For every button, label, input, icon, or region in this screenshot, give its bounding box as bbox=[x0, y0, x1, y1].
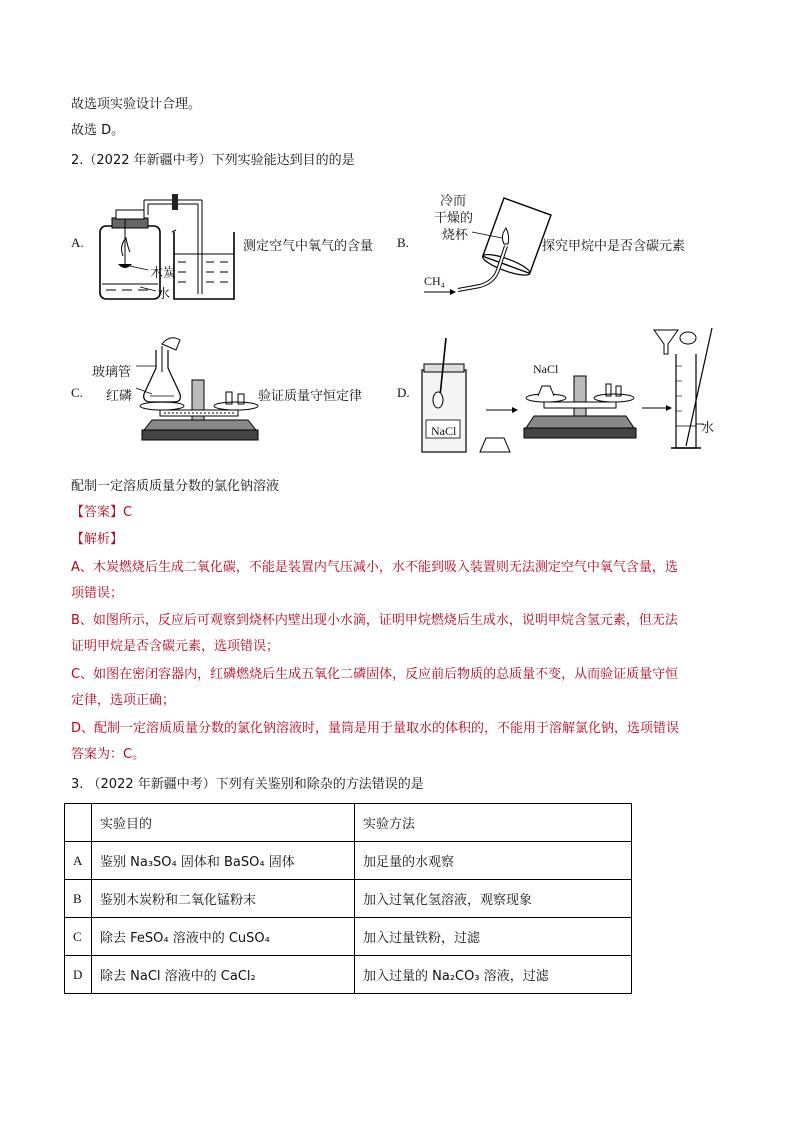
table-row bbox=[65, 880, 632, 918]
option-goal: 鉴别木炭粉和二氧化锰粉末 bbox=[92, 880, 355, 918]
table-header-row bbox=[65, 804, 632, 842]
table-row bbox=[65, 842, 632, 880]
option-c-letter: C. bbox=[71, 385, 83, 400]
label-red-phosphorus: 红磷 bbox=[106, 389, 133, 404]
label-charcoal: 木炭 bbox=[150, 266, 177, 281]
option-letter: B bbox=[65, 880, 92, 918]
option-letter: A bbox=[65, 842, 92, 880]
label-cold-dry-3: 烧杯 bbox=[442, 228, 469, 243]
table-header-cell bbox=[65, 804, 92, 842]
analysis-line: A、木炭燃烧后生成二氧化碳，不能是装置内气压减小，水不能到吸入装置则无法测定空气中氧气含量，选 bbox=[71, 560, 678, 575]
label-methane: CH₄ bbox=[424, 274, 445, 288]
apparatus-d-figure bbox=[416, 336, 716, 458]
analysis-line: 项错误； bbox=[71, 586, 124, 601]
option-method: 加入过氧化氢溶液，观察现象 bbox=[355, 880, 632, 918]
option-method: 加足量的水观察 bbox=[355, 842, 632, 880]
prev-answer: 故选 D。 bbox=[71, 123, 125, 138]
table-header-cell: 实验方法 bbox=[355, 804, 632, 842]
label-water-d: 水 bbox=[701, 421, 715, 436]
analysis-line: D、配制一定溶质质量分数的氯化钠溶液时，量筒是用于量取水的体积的，不能用于溶解氯化钠，选项错误 bbox=[71, 721, 680, 736]
option-method: 加入过量的 Na₂CO₃ 溶液，过滤 bbox=[355, 956, 632, 994]
label-glass-tube: 玻璃管 bbox=[92, 365, 132, 380]
analysis-title: 【解析】 bbox=[71, 532, 124, 547]
option-d-letter: D. bbox=[397, 385, 410, 400]
option-goal: 鉴别 Na₃SO₄ 固体和 BaSO₄ 固体 bbox=[92, 842, 355, 880]
option-letter: D bbox=[65, 956, 92, 994]
label-water-a: 水 bbox=[157, 287, 171, 302]
table-row bbox=[65, 956, 632, 994]
label-cold-dry-1: 冷而 bbox=[440, 194, 467, 209]
analysis-line: B、如图所示，反应后可观察到烧杯内壁出现小水滴，证明甲烷燃烧后生成水，说明甲烷含氢元素，但无法 bbox=[71, 613, 678, 628]
option-b-description: 探究甲烷中是否含碳元素 bbox=[542, 239, 686, 254]
option-c-description: 验证质量守恒定律 bbox=[258, 389, 363, 404]
q3-stem: 3. （2022 年新疆中考）下列有关鉴别和除杂的方法错误的是 bbox=[71, 777, 424, 792]
analysis-line: 证明甲烷是否含碳元素，选项错误； bbox=[71, 639, 280, 654]
label-nacl-jar: NaCl bbox=[431, 424, 457, 438]
label-cold-dry-2: 干燥的 bbox=[434, 211, 474, 226]
option-d-description: 配制一定溶质质量分数的氯化钠溶液 bbox=[71, 479, 280, 494]
option-goal: 除去 FeSO₄ 溶液中的 CuSO₄ bbox=[92, 918, 355, 956]
analysis-line: 答案为：C。 bbox=[71, 747, 146, 762]
analysis-line: 定律，选项正确； bbox=[71, 693, 176, 708]
prev-conclusion: 故选项实验设计合理。 bbox=[71, 97, 202, 112]
option-a-description: 测定空气中氧气的含量 bbox=[243, 239, 374, 254]
q3-options-table bbox=[64, 803, 632, 994]
option-letter: C bbox=[65, 918, 92, 956]
analysis-line: C、如图在密闭容器内，红磷燃烧后生成五氧化二磷固体，反应前后物质的总质量不变，从而验证质量守恒 bbox=[71, 667, 679, 682]
answer-line: 【答案】C bbox=[71, 505, 133, 520]
option-a-letter: A. bbox=[71, 235, 84, 250]
option-b-letter: B. bbox=[397, 235, 409, 250]
apparatus-c-figure bbox=[140, 332, 260, 452]
table-row bbox=[65, 918, 632, 956]
option-goal: 除去 NaCl 溶液中的 CaCl₂ bbox=[92, 956, 355, 994]
q2-stem: 2.（2022 年新疆中考）下列实验能达到目的的是 bbox=[71, 153, 355, 168]
option-method: 加入过量铁粉，过滤 bbox=[355, 918, 632, 956]
table-header-cell: 实验目的 bbox=[92, 804, 355, 842]
label-nacl-top: NaCl bbox=[533, 362, 559, 376]
